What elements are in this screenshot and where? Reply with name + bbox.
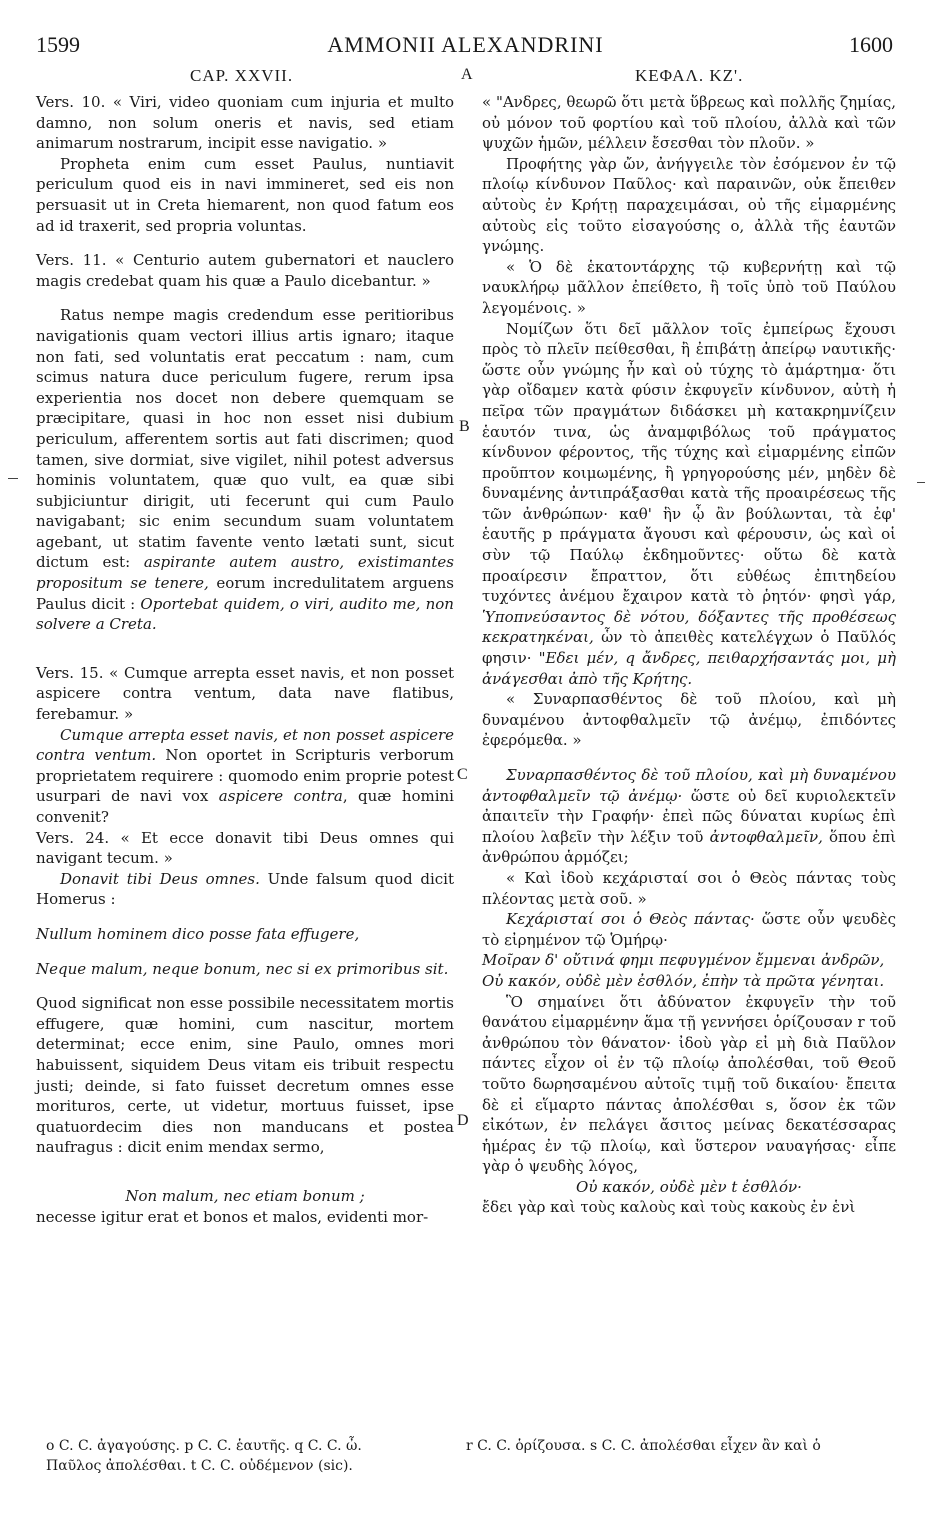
latin-poem-line: Neque malum, neque bonum, nec si ex primoribus sit. (36, 959, 449, 978)
greek-paragraph: ἔδει γὰρ καὶ τοὺς καλοὺς καὶ τοὺς κακοὺς ἐν ἑνὶ (482, 1198, 856, 1217)
greek-column (482, 92, 896, 1218)
footnotes-left (46, 1436, 436, 1476)
latin-verse-11: Vers. 11. « Centurio autem gubernatori et nauclero magis credebat quam his quæ a Paulo dicebantur. » (36, 251, 454, 290)
greek-paragraph: Ὃ σημαίνει ὅτι ἀδύνατον ἐκφυγεῖν τὴν τοῦ θανάτου εἱμαρμένην ἅμα τῇ γεννήσει ὁρίζουσαν r τοῦ ἀνθρώπου τὸν θάνατον· ἰδοὺ γὰρ εἰ μὴ διὰ Παῦλον πάντες εἶχον οἱ ἐν τῷ πλοίῳ ἀπολέσθαι, τοῦ Θεοῦ τοῦτο δωρησαμένου αὐτοῖς τιμῇ τοῦ δικαίου· ἔπειτα δὲ εἰ εἵμαρτο πάντας ἀπολέσθαι s, ὅσον ἐκ τῶν εἰκότων, ἐν πελάγει ἄσιτος μείνας δεκατέσσαρας ἡμέρας ἐν τῷ πλοίῳ, καὶ ὕστερον ναυαγήσας· εἶπε γὰρ ὁ ψευδὴς λόγος, (482, 992, 896, 1176)
chapter-heading-latin: CAP. XXVII. (190, 66, 294, 85)
latin-text: Ratus nempe magis credendum esse peritioribus navigationis quam vectori illius artis ignaro; itaque non fati, sed voluntatis erat peccatum : nam, cum scimus natura duce periculum fugere, rerum ipsa experientia nos docet non debere quemquam se præcipitare, quasi in hoc non esset nisi dubium periculum, afferentem sortis aut fati discrimen; quod tamen, sive dormiat, sive vigilet, nihil potest adversus hominis voluntatem, quæ quo vult, ea quæ sibi subjiciuntur dirigit, uti fecerunt qui cum Paulo navigabant; sic enim secundum suam voluntatem agebant, ut statim favente vento lætati sunt, sicut dictum est: (36, 306, 454, 572)
footnote-line: Παῦλος ἀπολέσθαι. t C. C. οὐδέμενον (sic). (46, 1458, 353, 1474)
latin-column (36, 92, 454, 1227)
latin-quote: aspirante autem austro, existimantes propositum se tenere, (36, 553, 454, 593)
greek-verse-24: « Καὶ ἰδοὺ κεχάρισταί σοι ὁ Θεὸς πάντας τοὺς πλέοντας μετὰ σοῦ. » (482, 868, 896, 908)
margin-rule-right (917, 482, 925, 483)
greek-paragraph (482, 765, 896, 868)
section-marker-d: D (457, 1112, 469, 1129)
greek-text: ὧν τὸ ἀπειθὲς κατελέγχων ὁ Παῦλός φησιν· (482, 628, 896, 668)
greek-text: ὥστε οὖν ψευδὲς τὸ εἰρημένον τῷ Ὁμήρῳ· (482, 910, 896, 949)
chapter-heading-greek: ΚΕΦΑΛ. ΚΖ'. (635, 66, 744, 85)
latin-text: Unde falsum quod dicit Homerus : (36, 869, 454, 909)
latin-quote: Oportebat quidem, o viri, audito me, non solvere a Creta. (36, 594, 454, 634)
latin-paragraph: Quod significat non esse possibile necessitatem mortis effugere, quæ homini, cum nascitur, mortem determinat; ecce enim, sine Paulo, omnes mori habuissent, siquidem Deus vitam eis tribuit respectu justi; deinde, si fato fuisset decretum omnes esse morituros, certe, ut videtur, mortuus fuisset, ipse quatuordecim dies non manducans et postea naufragus : dicit enim mendax sermo, (36, 994, 454, 1157)
greek-verse-11: « Ὁ δὲ ἑκατοντάρχης τῷ κυβερνήτῃ καὶ τῷ ναυκλήρῳ μᾶλλον ἐπείθετο, ἢ τοῖς ὑπὸ τοῦ Παύλου λεγομένοις. » (482, 257, 896, 317)
greek-quote: Συναρπασθέντος δὲ τοῦ πλοίου, καὶ μὴ δυναμένου ἀντοφθαλμεῖν τῷ ἀνέμῳ· (482, 766, 896, 805)
latin-text: eorum incredulitatem arguens Paulus dicit : (36, 574, 454, 613)
latin-paragraph (36, 869, 454, 910)
latin-poem-line: Non malum, nec etiam bonum ; (125, 1186, 365, 1205)
greek-verse-10: « "Ανδρες, θεωρῶ ὅτι μετὰ ὕβρεως καὶ πολλῆς ζημίας, οὐ μόνον τοῦ φορτίου καὶ τοῦ πλοίου, ἀλλὰ καὶ τῶν ψυχῶν ἡμῶν, μέλλειν ἔσεσθαι τὸν πλοῦν. » (482, 93, 896, 153)
greek-poem-line: Μοῖραν δ' οὔτινά φημι πεφυγμένον ἔμμεναι ἀνδρῶν, (482, 951, 885, 970)
latin-text: , quæ homini convenit? (36, 787, 454, 826)
greek-poem-line: Οὐ κακόν, οὐδὲ μὲν ἐσθλόν, ἐπὴν τὰ πρῶτα γένηται. (482, 971, 885, 990)
latin-quote: Donavit tibi Deus omnes. (60, 869, 260, 888)
latin-text: Non oportet in Scripturis verborum proprietatem requirere : quomodo enim proprie potest usurpari de navi vox (36, 746, 454, 806)
section-marker-c: C (457, 766, 468, 783)
latin-paragraph: Propheta enim cum esset Paulus, nuntiavit periculum quod eis in navi immineret, sed eis non persuasit ut in Creta hiemarent, non quod fatum eos ad id traxerit, sed propria voluntas. (36, 154, 454, 235)
latin-verse-24: Vers. 24. « Et ecce donavit tibi Deus omnes qui navigant tecum. » (36, 828, 454, 868)
section-marker-b: B (459, 418, 470, 435)
greek-text: Νομίζων ὅτι δεῖ μᾶλλον τοῖς ἐμπείρως ἔχουσι πρὸς τὸ πλεῖν πείθεσθαι, ἢ ἐπιβάτῃ ἀπείρῳ ναυτικῆς· ὥστε οὖν γνώμης ἦν καὶ οὐ τύχης τὸ ἁμάρτημα· ὅτι γὰρ οἴδαμεν κατὰ φύσιν ἐκφυγεῖν κίνδυνον, αὐτὴ ἡ πεῖρα τῶν πραγμάτων διδάσκει μὴ κατακρημνίζειν ἑαυτόν τινα, ὡς ἀναμφιβόλως τοῦ πράγματος κίνδυνον φέροντος, τῆς τύχης καὶ εἱμαρμένης εἰπῶν προῦπτον κοιμωμένης, ἢ γρηγορούσης μέν, μηδὲν δὲ δυναμένης ἀντιπράξασθαι κατὰ τῆς προαιρέσεως τῆς τῶν ἀνθρώπων· καθ' ἣν ᾧ ἂν βούλωνται, τὰ ἐφ' ἑαυτῆς p πράγματα ἄγουσι καὶ φέρουσιν, ὡς καὶ οἱ σὺν τῷ Παύλῳ ἐκδημοῦντες· οὕτω δὲ κατὰ προαίρεσιν ἔπραττον, ὅτι εὐθέως ἐπιτηδείου τυχόντες ἀνέμου ἔχαιρον κατὰ τὸ ῥητόν· φησὶ γάρ, (482, 319, 896, 606)
greek-text: ὥστε οὐ δεῖ κυριολεκτεῖν ἀπαιτεῖν τὴν Γραφήν· ἐπεὶ πῶς δύναται κυρίως ἐπὶ πλοίου λαβεῖν τὴν λέξιν τοῦ (482, 786, 896, 846)
footnotes-right (466, 1436, 896, 1456)
latin-paragraph (36, 725, 454, 828)
greek-poem-line: Οὐ κακόν, οὐδὲ μὲν t ἐσθλόν· (576, 1177, 802, 1196)
latin-paragraph (36, 305, 454, 635)
latin-verse-15: Vers. 15. « Cumque arrepta esset navis, et non posset aspicere contra ventum, data nave flatibus, ferebamur. » (36, 663, 454, 724)
latin-verse-10: Vers. 10. « Viri, video quoniam cum injuria et multo damno, non solum oneris et navis, sed etiam animarum nostrarum, incipit esse navigatio. » (36, 93, 454, 153)
greek-quote: Κεχάρισταί σοι ὁ Θεὸς πάντας· (506, 910, 755, 929)
greek-quote: "Εδει μέν, q ἄνδρες, πειθαρχήσαντάς μοι, μὴ ἀνάγεσθαι ἀπὸ τῆς Κρήτης. (482, 649, 896, 688)
greek-verse-15: « Συναρπασθέντος δὲ τοῦ πλοίου, καὶ μὴ δυναμένου ἀντοφθαλμεῖν τῷ ἀνέμῳ, ἐπιδόντες ἐφερόμεθα. » (482, 690, 896, 750)
latin-poem-line: Nullum hominem dico posse fata effugere, (36, 924, 360, 943)
margin-rule-left (8, 478, 18, 479)
greek-text: ὅπου ἐπὶ ἀνθρώπου ἁρμόζει; (482, 827, 896, 867)
greek-quote: ἀντοφθαλμεῖν, (709, 827, 823, 846)
greek-paragraph (482, 319, 896, 690)
greek-paragraph: Προφήτης γὰρ ὤν, ἀνήγγειλε τὸν ἐσόμενον ἐν τῷ πλοίῳ κίνδυνον Παῦλος· καὶ παραινῶν, οὐκ ἔπειθεν αὐτοὺς ἐν Κρήτῃ παραχειμάσαι, οὐ τῆς εἱμαρμένης αὐτοὺς εἰς τοῦτο εἰσαγούσης ο, ἀλλὰ τῆς ἑαυτῶν γνώμης. (482, 154, 896, 256)
footnote-line: o C. C. ἀγαγούσης. p C. C. ἑαυτῆς. q C. C. ὦ. (46, 1438, 362, 1454)
latin-paragraph: necesse igitur erat et bonos et malos, evidenti mor- (36, 1207, 429, 1226)
footnote-line: r C. C. ὁρίζουσα. s C. C. ἀπολέσθαι εἶχεν ἂν καὶ ὁ (466, 1438, 821, 1454)
right-page-number: 1600 (849, 32, 893, 57)
section-marker-a: A (461, 66, 473, 83)
greek-quote: Ὑποπνεύσαντος δὲ νότου, δόξαντες τῆς προθέσεως κεκρατηκέναι, (482, 607, 896, 647)
left-page-number: 1599 (36, 32, 80, 57)
running-title: AMMONII ALEXANDRINI (327, 32, 604, 57)
latin-quote: aspicere contra (218, 787, 343, 806)
latin-quote: Cumque arrepta esset navis, et non posset aspicere contra ventum. (36, 725, 454, 765)
greek-paragraph (482, 909, 896, 950)
